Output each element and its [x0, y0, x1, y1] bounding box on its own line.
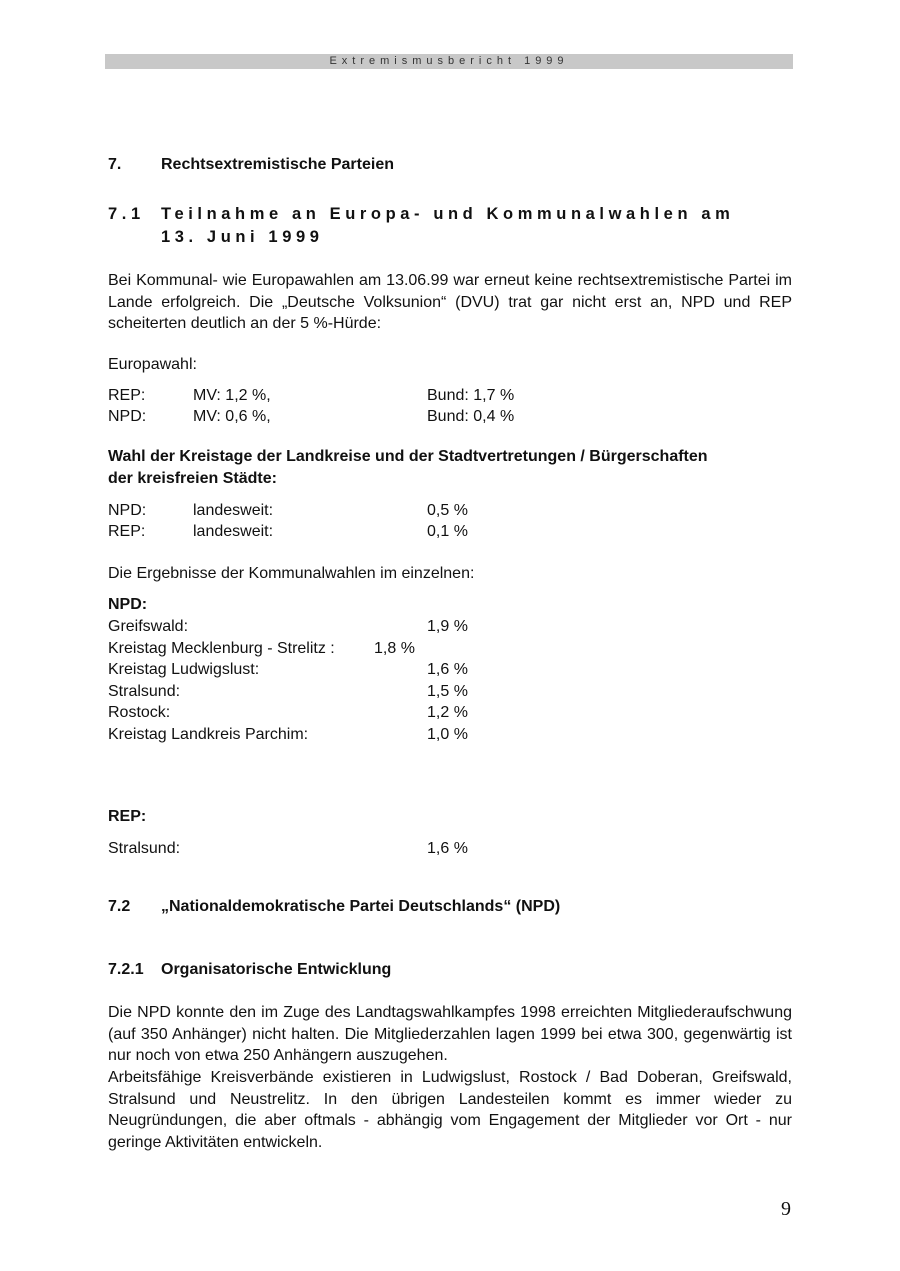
section-7-2-number: 7.2: [108, 898, 131, 915]
result-value: 1,9 %: [427, 618, 468, 635]
intro-paragraph: Bei Kommunal- wie Europawahlen am 13.06.99 war erneut keine rechtsextremistische Partei im Lande erfolgreich. Die „Deutsche Volksunion“ (DVU) trat gar nicht erst an, NPD und REP scheiterten deutlich an der 5 %-Hürde:: [108, 272, 792, 332]
kreistage-party: REP:: [108, 523, 146, 540]
europawahl-mv: MV: 1,2 %,: [193, 387, 271, 404]
kreistage-value: 0,5 %: [427, 502, 468, 519]
europawahl-party: REP:: [108, 387, 146, 404]
section-7-1-number: 7.1: [108, 205, 145, 223]
kreistage-heading-line1: Wahl der Kreistage der Landkreise und der Stadtvertretungen / Bürgerschaften: [108, 448, 708, 465]
result-place: Stralsund:: [108, 840, 181, 857]
section-7-2-title: „Nationaldemokratische Partei Deutschlands“ (NPD): [161, 898, 561, 915]
running-header: Extremismusbericht 1999: [105, 54, 793, 69]
kreistage-scope: landesweit:: [193, 523, 274, 540]
section-7-number: 7.: [108, 156, 122, 173]
result-value: 1,8 %: [374, 639, 415, 657]
result-place: Rostock:: [108, 704, 171, 721]
einzelergebnisse-label: Die Ergebnisse der Kommunalwahlen im einzelnen:: [108, 565, 475, 582]
europawahl-bund: Bund: 1,7 %: [427, 387, 515, 404]
result-place: Kreistag Ludwigslust:: [108, 661, 260, 678]
npd-membership-paragraph: Die NPD konnte den im Zuge des Landtagswahlkampfes 1998 erreichten Mitgliederaufschwung (auf 350 Anhänger) nicht halten. Die Mitgliederzahlen lagen 1999 bei etwa 300, gegenwärtig ist nur noch von etwa 250 Anhängern auszugehen.: [108, 1004, 792, 1064]
result-value: 1,0 %: [427, 725, 468, 743]
result-value: 1,6 %: [427, 840, 468, 857]
europawahl-party: NPD:: [108, 408, 147, 425]
result-value: 1,2 %: [427, 704, 468, 721]
page-number: 9: [781, 1198, 791, 1220]
section-7-2-1-title: Organisatorische Entwicklung: [161, 961, 392, 978]
europawahl-bund: Bund: 0,4 %: [427, 408, 515, 425]
npd-branches-paragraph: Arbeitsfähige Kreisverbände existieren in Ludwigslust, Rostock / Bad Doberan, Greifswald, Stralsund und Neustrelitz. In den übrigen Landesteilen kommt es immer wieder zu Neugründungen, die aber oftmals - abhängig vom Engagement der Mitglieder vor Ort - nur geringe Aktivitäten entwickeln.: [108, 1069, 792, 1151]
section-7-1-title-line1: Teilnahme an Europa- und Kommunalwahlen am: [161, 205, 735, 223]
result-place: Kreistag Mecklenburg - Strelitz :: [108, 639, 335, 657]
result-place: Kreistag Landkreis Parchim:: [108, 725, 309, 743]
kreistage-party: NPD:: [108, 502, 147, 519]
kreistage-value: 0,1 %: [427, 523, 468, 540]
section-7-1-title-line2: 13. Juni 1999: [161, 228, 324, 246]
kreistage-scope: landesweit:: [193, 502, 274, 519]
europawahl-label: Europawahl:: [108, 356, 197, 373]
result-value: 1,5 %: [427, 682, 468, 700]
rep-subheading: REP:: [108, 808, 147, 825]
kreistage-heading-line2: der kreisfreien Städte:: [108, 470, 277, 487]
result-place: Stralsund:: [108, 682, 181, 700]
section-7-2-1-number: 7.2.1: [108, 961, 144, 978]
result-value: 1,6 %: [427, 661, 468, 678]
result-place: Greifswald:: [108, 618, 189, 635]
europawahl-mv: MV: 0,6 %,: [193, 408, 271, 425]
section-7-title: Rechtsextremistische Parteien: [161, 156, 394, 173]
npd-subheading: NPD:: [108, 596, 148, 613]
